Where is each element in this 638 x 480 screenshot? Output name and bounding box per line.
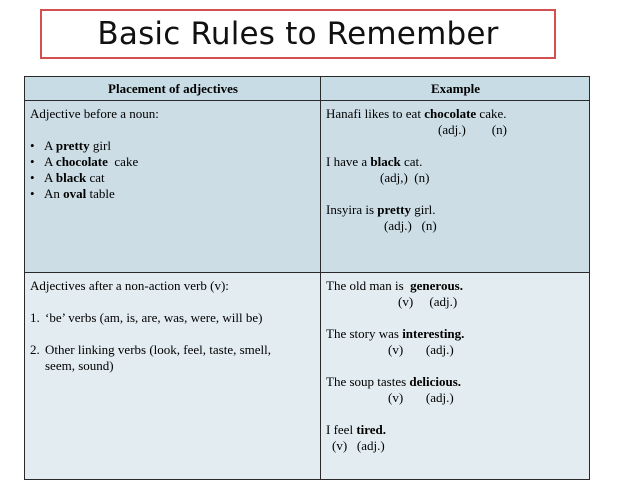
header-placement: Placement of adjectives (25, 77, 321, 100)
numbered-item: 2. Other linking verbs (look, feel, taste, smell, (30, 342, 272, 357)
numbered-item-cont: seem, sound) (45, 358, 114, 373)
rule-intro: Adjectives after a non-action verb (v): (30, 278, 229, 293)
bullet-item: • An oval table (30, 186, 115, 201)
example-sentence: I have a black cat. (326, 154, 423, 169)
example-sentence: I feel tired. (326, 422, 387, 437)
example-tags: (adj.) (n) (438, 122, 507, 137)
page-title: Basic Rules to Remember (97, 16, 499, 52)
example-sentence: The old man is generous. (326, 278, 463, 293)
bullet-item: • A black cat (30, 170, 105, 185)
rule-intro: Adjective before a noun: (30, 106, 159, 121)
example-sentence: Hanafi likes to eat chocolate cake. (326, 106, 507, 121)
placement-cell (25, 101, 321, 272)
table-row (25, 273, 589, 479)
example-sentence: The story was interesting. (326, 326, 465, 341)
example-cell (321, 273, 589, 479)
header-example: Example (430, 81, 481, 96)
numbered-item: 1. ‘be’ verbs (am, is, are, was, were, will be) (30, 310, 263, 325)
example-sentence: The soup tastes delicious. (326, 374, 462, 389)
placement-cell (25, 273, 321, 479)
example-tags: (adj.) (n) (384, 218, 437, 233)
table-row (25, 101, 589, 273)
title-box (40, 9, 556, 59)
example-sentence: Insyira is pretty girl. (326, 202, 436, 217)
bullet-item: • A chocolate cake (30, 154, 139, 169)
rules-table (24, 76, 590, 480)
example-tags: (v) (adj.) (332, 438, 385, 453)
example-tags: (adj,) (n) (380, 170, 430, 185)
example-cell (321, 101, 589, 272)
example-tags: (v) (adj.) (388, 390, 454, 405)
example-tags: (v) (adj.) (398, 294, 458, 309)
example-tags: (v) (adj.) (388, 342, 454, 357)
bullet-item: • A pretty girl (30, 138, 111, 153)
table-header-row (25, 77, 589, 101)
